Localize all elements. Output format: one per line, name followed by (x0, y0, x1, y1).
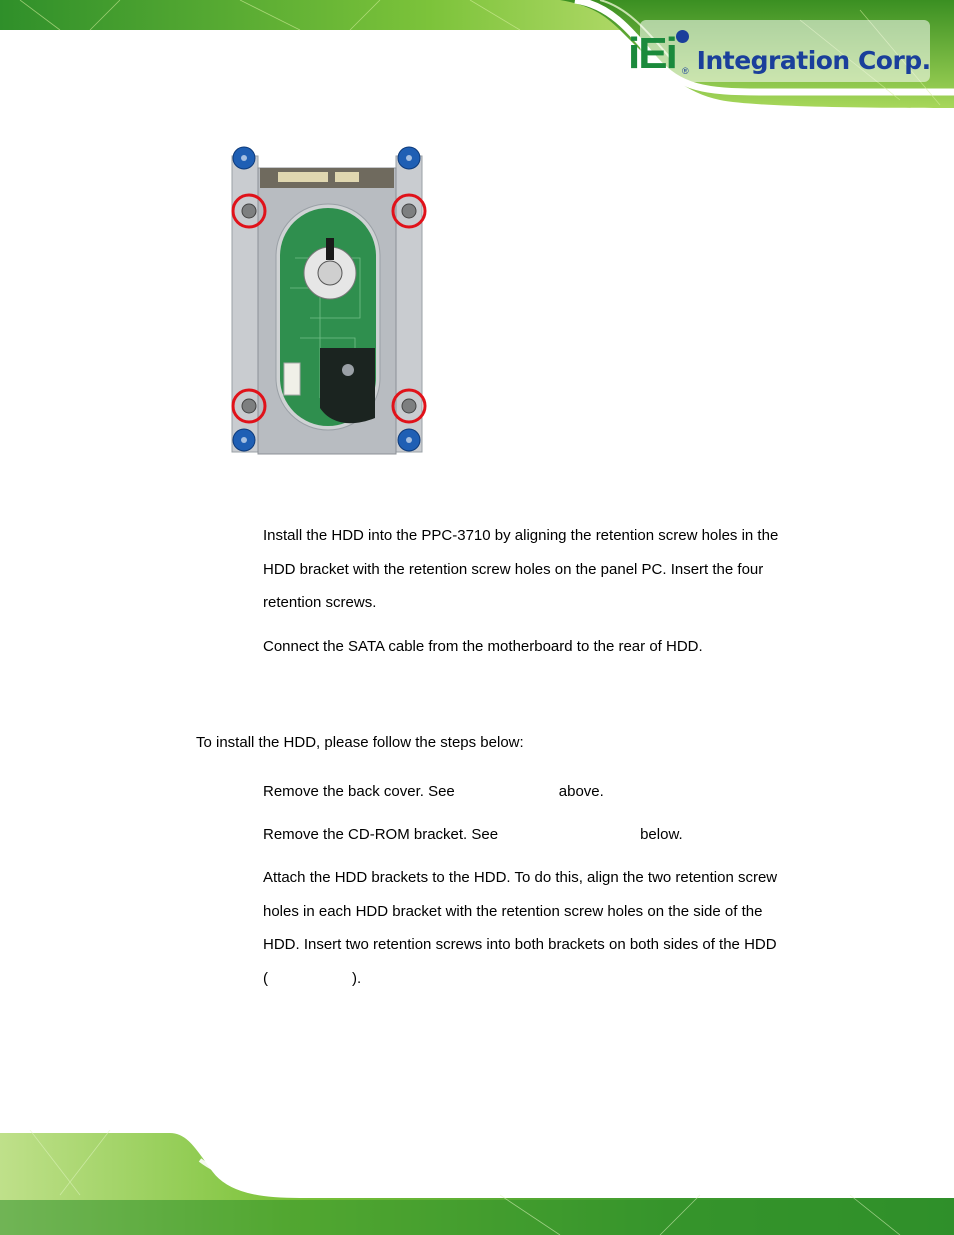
attach-line-2: holes in each HDD bracket with the retention screw holes on the side of the (263, 902, 763, 920)
remove-bracket-pre: Remove the CD-ROM bracket. See (263, 826, 499, 843)
step-remove-cover (263, 775, 823, 809)
step-attach-brackets (263, 861, 823, 995)
logo-dot-icon (676, 30, 689, 43)
footer-banner (0, 1130, 954, 1235)
logo-brand-letters: iEi (628, 29, 676, 78)
step-install-hdd (263, 519, 823, 620)
step-install-line-2: HDD bracket with the retention screw holes on the panel PC. Insert the four (263, 560, 764, 578)
step-connect-sata (263, 630, 823, 664)
attach-line-4-close: ). (352, 969, 362, 987)
install-intro (196, 726, 796, 760)
step-remove-bracket (263, 818, 823, 852)
remove-cover-pre: Remove the back cover. See (263, 783, 455, 800)
step-install-line-3: retention screws. (263, 594, 377, 611)
logo-text: Integration Corp. (696, 46, 931, 75)
logo-registered-mark: ® (682, 66, 689, 76)
attach-line-1: Attach the HDD brackets to the HDD. To do this, align the two retention screw (263, 869, 778, 886)
step-connect-text: Connect the SATA cable from the motherboard to the rear of HDD. (263, 638, 703, 655)
attach-line-3: HDD. Insert two retention screws into both brackets on both sides of the HDD (263, 936, 777, 953)
company-logo (628, 26, 931, 76)
attach-line-4-open: ( (263, 969, 268, 987)
step-install-line-1: Install the HDD into the PPC-3710 by aligning the retention screw holes in the (263, 527, 779, 544)
iei-logo-mark (628, 29, 686, 78)
hdd-bracket-figure (220, 138, 445, 460)
remove-bracket-post: below. (640, 826, 683, 843)
install-intro-text: To install the HDD, please follow the steps below: (196, 734, 524, 751)
remove-cover-post: above. (558, 783, 604, 800)
